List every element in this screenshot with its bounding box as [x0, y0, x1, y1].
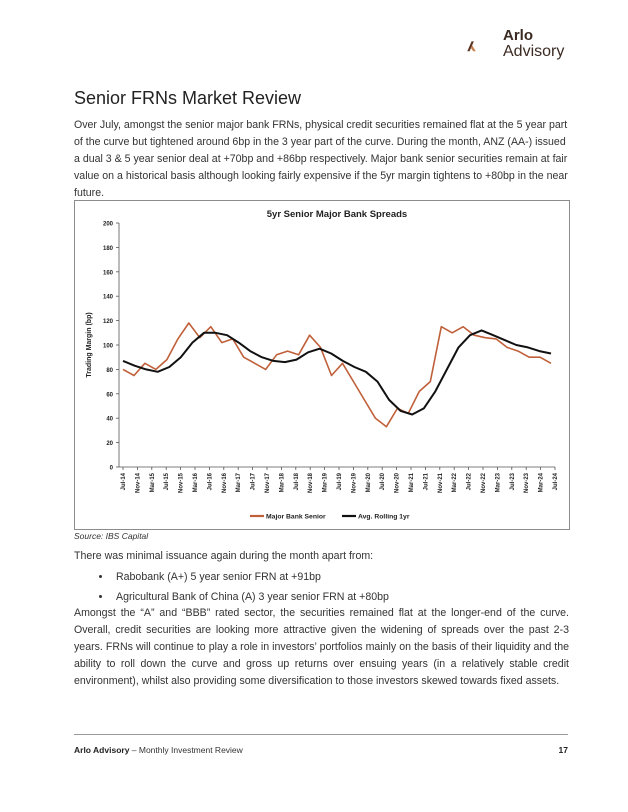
- issuance-list: [74, 567, 572, 607]
- y-tick-label: 200: [102, 221, 113, 228]
- y-tick-label: 80: [106, 367, 113, 374]
- legend-entry: Major Bank Senior: [266, 513, 326, 521]
- x-tick-label: Mar-20: [365, 473, 372, 493]
- y-tick-label: 100: [102, 343, 113, 350]
- brand-logo: [503, 28, 564, 59]
- chart-source: Source: IBS Capital: [74, 531, 149, 541]
- page-number: 17: [558, 745, 568, 755]
- x-tick-label: Mar-15: [149, 473, 156, 493]
- issuance-intro: There was minimal issuance again during the month apart from:: [74, 550, 374, 562]
- x-tick-label: Mar-17: [236, 473, 243, 493]
- y-tick-label: 40: [106, 416, 113, 423]
- brand-name: Arlo: [503, 27, 533, 44]
- x-tick-label: Jul-15: [164, 473, 171, 491]
- x-tick-label: Jul-17: [250, 473, 257, 491]
- x-tick-label: Nov-20: [394, 473, 401, 494]
- x-tick-label: Jul-14: [121, 473, 127, 491]
- x-tick-label: Nov-21: [437, 473, 444, 494]
- brand-sub: Advisory: [503, 43, 565, 60]
- x-tick-label: Jul-21: [423, 473, 430, 491]
- x-tick-label: Nov-19: [351, 473, 358, 494]
- y-axis-label: Trading Margin (bp): [86, 312, 93, 378]
- chart-title: 5yr Senior Major Bank Spreads: [266, 209, 408, 220]
- y-tick-label: 0: [109, 465, 113, 472]
- legend-entry: Avg. Rolling 1yr: [358, 513, 410, 521]
- series-line-major-bank-senior: [123, 323, 551, 427]
- x-tick-label: Nov-14: [135, 473, 142, 494]
- x-tick-label: Mar-19: [322, 473, 329, 493]
- x-tick-label: Mar-24: [538, 473, 545, 493]
- x-tick-label: Mar-21: [409, 473, 415, 493]
- y-tick-label: 60: [106, 392, 113, 399]
- x-tick-label: Mar-22: [452, 473, 459, 493]
- footer-pub-name: – Monthly Investment Review: [129, 745, 243, 755]
- footer-publication: [74, 745, 243, 755]
- x-tick-label: Mar-18: [279, 473, 286, 493]
- y-tick-label: 140: [102, 294, 113, 301]
- x-tick-label: Jul-22: [466, 473, 473, 491]
- arlo-logo-mark: [466, 28, 502, 64]
- x-tick-label: Jul-23: [509, 473, 516, 491]
- x-tick-label: Nov-15: [178, 473, 185, 494]
- x-tick-label: Nov-22: [481, 473, 487, 494]
- list-item: • Rabobank (A+) 5 year senior FRN at +91bp: [112, 567, 572, 587]
- x-tick-label: Jul-19: [337, 473, 343, 491]
- x-tick-label: Nov-16: [221, 473, 228, 494]
- chart-svg: [75, 201, 569, 529]
- footer-divider: [74, 734, 568, 735]
- x-tick-label: Mar-16: [193, 473, 199, 493]
- y-tick-label: 160: [102, 270, 113, 277]
- x-tick-label: Nov-18: [308, 473, 315, 494]
- list-item: • Agricultural Bank of China (A) 3 year senior FRN at +80bp: [112, 587, 572, 607]
- x-tick-label: Jul-20: [380, 473, 387, 491]
- y-tick-label: 120: [102, 319, 113, 326]
- closing-paragraph: Amongst the “A” and “BBB” rated sector, the securities remained flat at the longer-end of the curve. Overall, credit securities are looking more attractive given the widening of spreads over the past 2-3 years. FRNs will continue to play a role in investors’ portfolios mainly on the basis of their liquidity and the ability to roll down the curve and gross up returns over ensuing years (in a relatively stable credit environment), whilst also providing some diversification to those investors skewed towards fixed assets.: [74, 607, 569, 687]
- x-tick-label: Jul-18: [293, 473, 300, 491]
- series-line-avg-rolling: [123, 330, 551, 414]
- x-tick-label: Nov-23: [524, 473, 531, 494]
- footer-brand: Arlo Advisory: [74, 745, 130, 755]
- y-tick-label: 20: [106, 441, 113, 448]
- page-title: Senior FRNs Market Review: [74, 88, 302, 108]
- x-tick-label: Jul-24: [553, 473, 559, 491]
- spread-chart: [74, 200, 570, 530]
- intro-paragraph: Over July, amongst the senior major bank FRNs, physical credit securities remained flat at the 5 year part of the curve but tightened around 6bp in the 3 year part of the curve. During the month, ANZ (AA-) issued a dual 3 & 5 year senior deal at +70bp and +86bp respectively. Major bank senior securities remain at fair value on a historical basis although looking fairly expensive if the 5yr margin tightens to +80bp in the near future.: [74, 119, 568, 199]
- x-tick-label: Nov-17: [265, 473, 271, 494]
- x-tick-label: Jul-16: [207, 473, 214, 491]
- x-tick-label: Mar-23: [495, 473, 502, 493]
- y-tick-label: 180: [102, 245, 113, 252]
